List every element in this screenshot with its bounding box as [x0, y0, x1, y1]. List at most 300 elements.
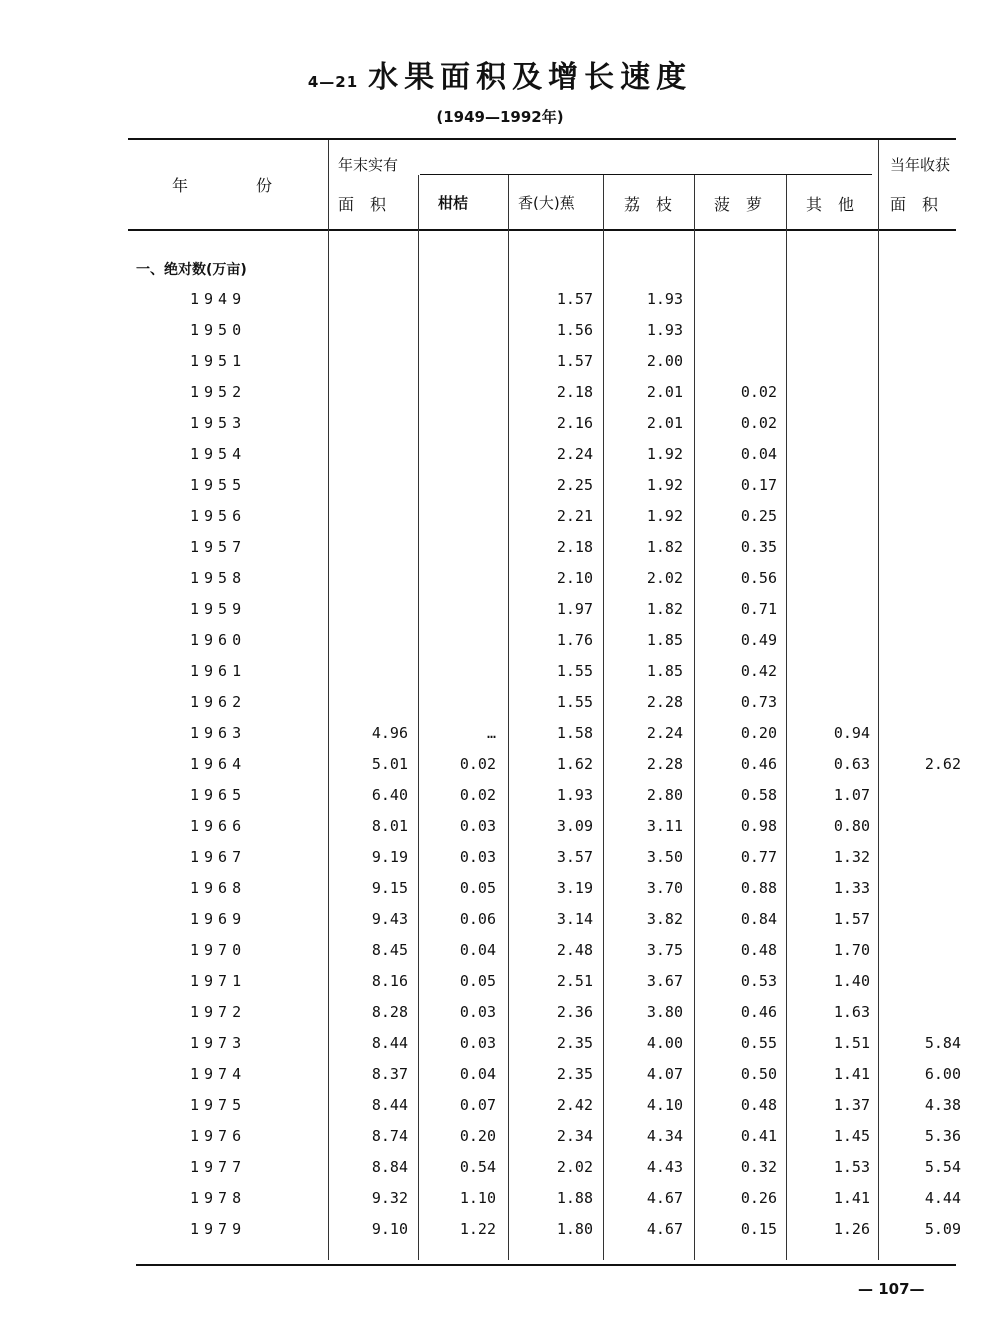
table-row	[0, 686, 961, 717]
cell-banana: 1.55	[556, 661, 593, 680]
cell-lychee: 2.28	[646, 754, 683, 773]
cell-pineapple: 0.71	[740, 599, 777, 618]
table-row	[0, 965, 961, 996]
table-row	[0, 1120, 961, 1151]
table-row	[0, 872, 961, 903]
table-row	[0, 1089, 961, 1120]
cell-other: 0.94	[833, 723, 870, 742]
cell-other: 1.32	[833, 847, 870, 866]
header-group-harvest: 当年收获	[890, 156, 951, 174]
cell-area: 8.44	[371, 1033, 408, 1052]
table-row	[0, 748, 961, 779]
cell-harvest	[870, 345, 961, 376]
table-row	[0, 624, 961, 655]
cell-area	[250, 469, 408, 500]
cell-harvest	[870, 655, 961, 686]
cell-harvest: 5.09	[924, 1219, 961, 1238]
cell-citrus: 0.02	[459, 785, 496, 804]
table-number: 4—21	[307, 73, 359, 91]
cell-harvest	[870, 438, 961, 469]
header-year-char1: 年	[172, 176, 189, 195]
page-number: — 107—	[858, 1280, 925, 1298]
cell-citrus: 0.05	[459, 878, 496, 897]
cell-area	[250, 531, 408, 562]
cell-pineapple: 0.04	[740, 444, 777, 463]
cell-lychee: 1.92	[646, 475, 683, 494]
cell-citrus	[408, 376, 496, 407]
cell-year: 1971	[190, 971, 247, 990]
cell-citrus: 1.10	[459, 1188, 496, 1207]
cell-harvest: 6.00	[924, 1064, 961, 1083]
cell-banana: 2.24	[556, 444, 593, 463]
cell-area: 9.43	[371, 909, 408, 928]
table-title: 水果面积及增长速度	[368, 60, 693, 95]
cell-pineapple: 0.17	[740, 475, 777, 494]
cell-pineapple: 0.15	[740, 1219, 777, 1238]
cell-lychee: 4.34	[646, 1126, 683, 1145]
cell-other: 1.57	[833, 909, 870, 928]
cell-year: 1979	[190, 1219, 247, 1238]
table-row	[0, 996, 961, 1027]
group-rule	[420, 174, 872, 175]
cell-area: 8.74	[371, 1126, 408, 1145]
cell-citrus: …	[486, 723, 496, 742]
cell-pineapple: 0.49	[740, 630, 777, 649]
cell-harvest	[870, 903, 961, 934]
cell-year: 1951	[190, 351, 247, 370]
cell-citrus: 0.02	[459, 754, 496, 773]
cell-other: 1.53	[833, 1157, 870, 1176]
table-row	[0, 1058, 961, 1089]
cell-harvest: 5.54	[924, 1157, 961, 1176]
cell-year: 1953	[190, 413, 247, 432]
cell-harvest	[870, 469, 961, 500]
cell-lychee: 1.93	[646, 320, 683, 339]
cell-lychee: 4.10	[646, 1095, 683, 1114]
cell-citrus	[408, 500, 496, 531]
cell-other	[777, 500, 870, 531]
cell-other: 1.41	[833, 1064, 870, 1083]
cell-lychee: 1.92	[646, 506, 683, 525]
cell-area: 9.15	[371, 878, 408, 897]
cell-citrus: 0.04	[459, 1064, 496, 1083]
cell-other	[777, 283, 870, 314]
cell-banana: 1.56	[556, 320, 593, 339]
cell-year: 1962	[190, 692, 247, 711]
cell-citrus: 0.20	[459, 1126, 496, 1145]
table-row	[0, 283, 961, 314]
cell-area	[250, 283, 408, 314]
cell-other	[777, 376, 870, 407]
cell-banana: 2.48	[556, 940, 593, 959]
cell-other	[777, 314, 870, 345]
cell-citrus	[408, 562, 496, 593]
cell-citrus: 0.03	[459, 816, 496, 835]
cell-harvest: 2.62	[924, 754, 961, 773]
cell-harvest: 4.38	[924, 1095, 961, 1114]
footer-rule	[136, 1264, 956, 1266]
cell-citrus	[408, 314, 496, 345]
cell-year: 1968	[190, 878, 247, 897]
cell-pineapple: 0.46	[740, 754, 777, 773]
cell-lychee: 2.24	[646, 723, 683, 742]
cell-year: 1955	[190, 475, 247, 494]
section-label: 一、绝对数(万亩)	[136, 262, 247, 278]
cell-banana: 2.36	[556, 1002, 593, 1021]
cell-area	[250, 438, 408, 469]
cell-other	[777, 531, 870, 562]
cell-year: 1960	[190, 630, 247, 649]
table-row	[0, 841, 961, 872]
cell-citrus	[408, 469, 496, 500]
header-year-char2: 份	[256, 176, 273, 195]
cell-pineapple: 0.98	[740, 816, 777, 835]
cell-lychee: 3.80	[646, 1002, 683, 1021]
cell-banana: 1.88	[556, 1188, 593, 1207]
cell-citrus: 0.05	[459, 971, 496, 990]
cell-year: 1966	[190, 816, 247, 835]
table-row	[0, 562, 961, 593]
cell-area	[250, 500, 408, 531]
cell-lychee: 2.02	[646, 568, 683, 587]
cell-year: 1976	[190, 1126, 247, 1145]
cell-lychee: 1.82	[646, 599, 683, 618]
cell-year: 1970	[190, 940, 247, 959]
cell-area: 8.28	[371, 1002, 408, 1021]
cell-citrus	[408, 593, 496, 624]
cell-year: 1975	[190, 1095, 247, 1114]
cell-year: 1972	[190, 1002, 247, 1021]
cell-area: 6.40	[371, 785, 408, 804]
cell-lychee: 4.67	[646, 1219, 683, 1238]
cell-citrus: 0.03	[459, 847, 496, 866]
cell-lychee: 1.85	[646, 661, 683, 680]
cell-pineapple: 0.42	[740, 661, 777, 680]
table-row	[0, 469, 961, 500]
data-table	[0, 283, 961, 1244]
table-row	[0, 1151, 961, 1182]
cell-other: 1.70	[833, 940, 870, 959]
cell-lychee: 1.92	[646, 444, 683, 463]
header-group-year-end: 年末实有	[338, 156, 399, 174]
cell-area: 5.01	[371, 754, 408, 773]
cell-other: 1.40	[833, 971, 870, 990]
cell-citrus: 0.06	[459, 909, 496, 928]
cell-year: 1961	[190, 661, 247, 680]
cell-lychee: 2.01	[646, 413, 683, 432]
cell-pineapple: 0.48	[740, 940, 777, 959]
cell-pineapple: 0.58	[740, 785, 777, 804]
cell-lychee: 2.00	[646, 351, 683, 370]
cell-banana: 2.42	[556, 1095, 593, 1114]
cell-banana: 1.57	[556, 351, 593, 370]
cell-harvest	[870, 376, 961, 407]
cell-citrus: 1.22	[459, 1219, 496, 1238]
cell-lychee: 3.70	[646, 878, 683, 897]
cell-banana: 1.62	[556, 754, 593, 773]
cell-area	[250, 593, 408, 624]
cell-lychee: 2.28	[646, 692, 683, 711]
cell-year: 1974	[190, 1064, 247, 1083]
cell-citrus	[408, 438, 496, 469]
cell-year: 1952	[190, 382, 247, 401]
cell-other	[777, 345, 870, 376]
header-bottom-rule	[128, 229, 956, 231]
cell-harvest	[870, 500, 961, 531]
cell-year: 1956	[190, 506, 247, 525]
table-row	[0, 903, 961, 934]
header-col-area: 面 积	[338, 195, 387, 214]
table-row	[0, 593, 961, 624]
table-row	[0, 779, 961, 810]
cell-pineapple: 0.20	[740, 723, 777, 742]
cell-other: 1.51	[833, 1033, 870, 1052]
cell-year: 1964	[190, 754, 247, 773]
cell-banana: 1.93	[556, 785, 593, 804]
cell-area: 9.19	[371, 847, 408, 866]
table-row	[0, 314, 961, 345]
cell-year: 1969	[190, 909, 247, 928]
cell-other	[777, 562, 870, 593]
cell-harvest	[870, 996, 961, 1027]
cell-lychee: 2.80	[646, 785, 683, 804]
cell-other: 1.37	[833, 1095, 870, 1114]
cell-banana: 2.18	[556, 537, 593, 556]
cell-area	[250, 655, 408, 686]
header-col-citrus: 柑桔	[438, 194, 469, 212]
cell-lychee: 4.07	[646, 1064, 683, 1083]
cell-lychee: 3.67	[646, 971, 683, 990]
cell-harvest	[870, 531, 961, 562]
cell-citrus	[408, 655, 496, 686]
table-row	[0, 438, 961, 469]
cell-pineapple: 0.55	[740, 1033, 777, 1052]
cell-citrus	[408, 283, 496, 314]
cell-citrus: 0.03	[459, 1033, 496, 1052]
cell-banana: 2.35	[556, 1064, 593, 1083]
cell-area: 4.96	[371, 723, 408, 742]
cell-lychee: 3.11	[646, 816, 683, 835]
cell-citrus	[408, 624, 496, 655]
cell-area: 8.44	[371, 1095, 408, 1114]
cell-pineapple: 0.48	[740, 1095, 777, 1114]
page-subtitle: (1949—1992年)	[436, 108, 564, 126]
cell-year: 1957	[190, 537, 247, 556]
cell-pineapple: 0.84	[740, 909, 777, 928]
header-col-pineapple: 菠 萝	[714, 195, 763, 214]
cell-harvest	[870, 283, 961, 314]
cell-harvest	[870, 314, 961, 345]
cell-harvest	[870, 407, 961, 438]
cell-harvest	[870, 934, 961, 965]
table-row	[0, 1213, 961, 1244]
cell-area: 8.45	[371, 940, 408, 959]
cell-harvest	[870, 562, 961, 593]
cell-other	[777, 593, 870, 624]
cell-area	[250, 562, 408, 593]
cell-harvest	[870, 810, 961, 841]
page-title	[0, 52, 1000, 96]
cell-pineapple: 0.50	[740, 1064, 777, 1083]
cell-year: 1958	[190, 568, 247, 587]
cell-year: 1950	[190, 320, 247, 339]
cell-pineapple: 0.35	[740, 537, 777, 556]
cell-lychee: 3.82	[646, 909, 683, 928]
cell-harvest: 5.84	[924, 1033, 961, 1052]
cell-area: 8.37	[371, 1064, 408, 1083]
cell-area: 9.10	[371, 1219, 408, 1238]
cell-other: 1.63	[833, 1002, 870, 1021]
cell-pineapple: 0.77	[740, 847, 777, 866]
cell-pineapple: 0.02	[740, 382, 777, 401]
cell-pineapple: 0.25	[740, 506, 777, 525]
table-row	[0, 1027, 961, 1058]
cell-banana: 1.58	[556, 723, 593, 742]
cell-area: 8.16	[371, 971, 408, 990]
cell-banana: 1.55	[556, 692, 593, 711]
table-row	[0, 500, 961, 531]
cell-citrus	[408, 531, 496, 562]
table-row	[0, 810, 961, 841]
cell-pineapple: 0.88	[740, 878, 777, 897]
cell-harvest	[870, 624, 961, 655]
cell-harvest	[870, 965, 961, 996]
cell-other	[777, 438, 870, 469]
cell-other: 1.07	[833, 785, 870, 804]
cell-area: 8.01	[371, 816, 408, 835]
cell-banana: 2.02	[556, 1157, 593, 1176]
header-col-other: 其 他	[806, 195, 855, 214]
cell-pineapple	[683, 283, 777, 314]
cell-lychee: 4.00	[646, 1033, 683, 1052]
cell-lychee: 2.01	[646, 382, 683, 401]
cell-pineapple: 0.26	[740, 1188, 777, 1207]
table-row	[0, 717, 961, 748]
cell-other	[777, 407, 870, 438]
cell-banana: 2.21	[556, 506, 593, 525]
header-col-lychee: 荔 枝	[624, 195, 673, 214]
cell-pineapple: 0.02	[740, 413, 777, 432]
cell-area	[250, 314, 408, 345]
cell-banana: 1.97	[556, 599, 593, 618]
cell-harvest	[870, 717, 961, 748]
cell-pineapple: 0.73	[740, 692, 777, 711]
cell-citrus: 0.54	[459, 1157, 496, 1176]
cell-area	[250, 345, 408, 376]
cell-harvest	[870, 872, 961, 903]
cell-year: 1965	[190, 785, 247, 804]
cell-other: 0.63	[833, 754, 870, 773]
cell-banana: 2.51	[556, 971, 593, 990]
cell-banana: 2.25	[556, 475, 593, 494]
table-row	[0, 531, 961, 562]
cell-other: 1.45	[833, 1126, 870, 1145]
cell-banana: 1.76	[556, 630, 593, 649]
cell-pineapple: 0.32	[740, 1157, 777, 1176]
cell-other: 1.26	[833, 1219, 870, 1238]
cell-citrus: 0.07	[459, 1095, 496, 1114]
cell-banana: 3.19	[556, 878, 593, 897]
cell-year: 1978	[190, 1188, 247, 1207]
cell-citrus	[408, 345, 496, 376]
cell-lychee: 1.82	[646, 537, 683, 556]
cell-banana: 2.18	[556, 382, 593, 401]
cell-banana: 3.14	[556, 909, 593, 928]
cell-year: 1954	[190, 444, 247, 463]
table-row	[0, 1182, 961, 1213]
cell-harvest: 5.36	[924, 1126, 961, 1145]
cell-lychee: 1.93	[646, 289, 683, 308]
cell-pineapple: 0.56	[740, 568, 777, 587]
cell-banana: 2.35	[556, 1033, 593, 1052]
header-col-banana: 香(大)蕉	[518, 194, 575, 212]
cell-pineapple	[683, 345, 777, 376]
cell-banana: 3.09	[556, 816, 593, 835]
cell-year: 1959	[190, 599, 247, 618]
cell-area: 9.32	[371, 1188, 408, 1207]
cell-pineapple: 0.53	[740, 971, 777, 990]
cell-harvest	[870, 841, 961, 872]
cell-lychee: 4.43	[646, 1157, 683, 1176]
cell-other	[777, 655, 870, 686]
cell-year: 1963	[190, 723, 247, 742]
cell-area	[250, 686, 408, 717]
cell-area	[250, 407, 408, 438]
table-row	[0, 655, 961, 686]
cell-lychee: 4.67	[646, 1188, 683, 1207]
cell-other: 1.33	[833, 878, 870, 897]
cell-banana: 1.80	[556, 1219, 593, 1238]
cell-harvest	[870, 779, 961, 810]
cell-banana: 2.16	[556, 413, 593, 432]
cell-other	[777, 624, 870, 655]
cell-other	[777, 686, 870, 717]
cell-year: 1977	[190, 1157, 247, 1176]
cell-area	[250, 624, 408, 655]
cell-lychee: 1.85	[646, 630, 683, 649]
header-col-harvest-area: 面 积	[890, 195, 939, 214]
cell-banana: 2.10	[556, 568, 593, 587]
cell-citrus	[408, 407, 496, 438]
table-row	[0, 407, 961, 438]
header-top-rule	[128, 138, 956, 140]
cell-lychee: 3.50	[646, 847, 683, 866]
cell-other	[777, 469, 870, 500]
cell-pineapple	[683, 314, 777, 345]
cell-area: 8.84	[371, 1157, 408, 1176]
cell-year: 1949	[190, 289, 247, 308]
cell-pineapple: 0.41	[740, 1126, 777, 1145]
cell-pineapple: 0.46	[740, 1002, 777, 1021]
cell-banana: 1.57	[556, 289, 593, 308]
cell-citrus: 0.04	[459, 940, 496, 959]
table-row	[0, 934, 961, 965]
cell-citrus: 0.03	[459, 1002, 496, 1021]
cell-harvest	[870, 593, 961, 624]
cell-area	[250, 376, 408, 407]
cell-banana: 2.34	[556, 1126, 593, 1145]
cell-other: 0.80	[833, 816, 870, 835]
cell-other: 1.41	[833, 1188, 870, 1207]
table-row	[0, 345, 961, 376]
cell-banana: 3.57	[556, 847, 593, 866]
cell-year: 1973	[190, 1033, 247, 1052]
cell-lychee: 3.75	[646, 940, 683, 959]
cell-year: 1967	[190, 847, 247, 866]
cell-citrus	[408, 686, 496, 717]
cell-harvest: 4.44	[924, 1188, 961, 1207]
cell-harvest	[870, 686, 961, 717]
